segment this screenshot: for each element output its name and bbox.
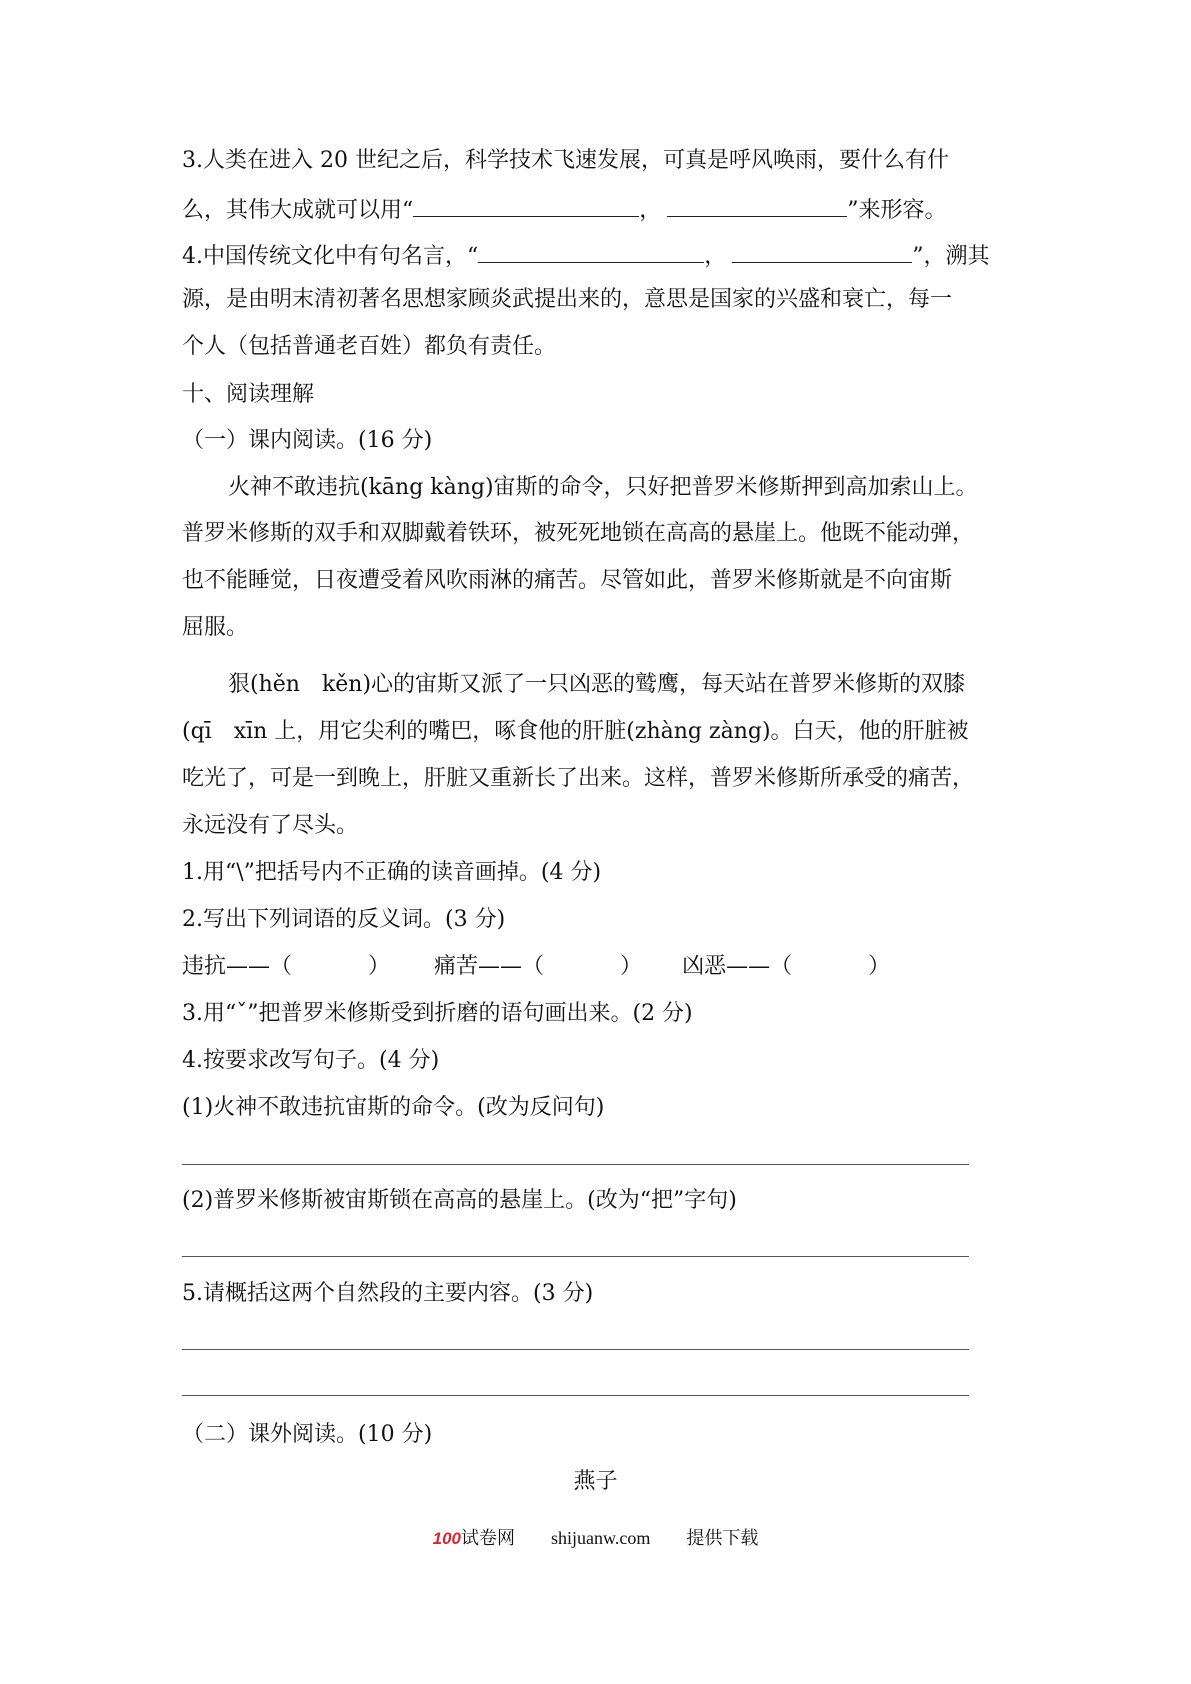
part1-q5: 5.请概括这两个自然段的主要内容。(3 分) — [182, 1281, 594, 1306]
antonym-item-3 — [682, 954, 890, 979]
part2-heading: （二）课外阅读。(10 分) — [182, 1422, 433, 1447]
antonym-word-2: 痛苦——（ — [434, 954, 545, 979]
passage-p2-line4: 永远没有了尽头。 — [182, 813, 359, 838]
q3-blank-2[interactable] — [667, 192, 847, 217]
antonym-close-1: ） — [368, 954, 391, 979]
q4-line2: 源，是由明末清初著名思想家顾炎武提出来的，意思是国家的兴盛和衰亡，每一 — [182, 287, 953, 312]
q3-comma: ， — [639, 198, 662, 223]
part2-passage-title: 燕子 — [573, 1469, 618, 1494]
answer-line-q5-1[interactable] — [182, 1349, 969, 1350]
answer-line-q5-2[interactable] — [182, 1395, 969, 1396]
antonym-item-2 — [434, 954, 642, 979]
answer-line-q4-2[interactable] — [182, 1256, 969, 1257]
part1-q4-1: (1)火神不敢违抗宙斯的命令。(改为反问句) — [182, 1095, 605, 1120]
site-name: 试卷网 — [461, 1528, 516, 1548]
passage-p2-line1: 狠(hěn kěn)心的宙斯又派了一只凶恶的鹫鹰，每天站在普罗米修斯的双膝 — [228, 672, 966, 697]
antonym-word-3: 凶恶——（ — [682, 954, 793, 979]
q4-prefix: 4.中国传统文化中有句名言，“ — [182, 244, 479, 269]
q3-blank-1[interactable] — [413, 192, 639, 217]
q3-suffix: ”来形容。 — [847, 198, 947, 223]
antonym-word-1: 违抗——（ — [182, 954, 293, 979]
antonym-close-2: ） — [620, 954, 643, 979]
download-note: 提供下载 — [686, 1528, 759, 1548]
q3-prefix: 么，其伟大成就可以用“ — [182, 198, 414, 223]
q4-blank-2[interactable] — [732, 238, 912, 263]
answer-line-q4-1[interactable] — [182, 1164, 969, 1165]
part1-q4: 4.按要求改写句子。(4 分) — [182, 1048, 440, 1073]
part1-heading: （一）课内阅读。(16 分) — [182, 428, 433, 453]
antonym-row — [182, 952, 890, 982]
passage-p1-line1: 火神不敢违抗(kāng kàng)宙斯的命令，只好把普罗米修斯押到高加索山上。 — [228, 475, 978, 500]
passage-p1-line3: 也不能睡觉，日夜遭受着风吹雨淋的痛苦。尽管如此，普罗米修斯就是不向宙斯 — [182, 568, 953, 593]
antonym-close-3: ） — [868, 954, 891, 979]
q3-line1: 3.人类在进入 20 世纪之后，科学技术飞速发展，可真是呼风唤雨，要什么有什 — [182, 148, 949, 173]
passage-p1-line4: 屈服。 — [182, 615, 249, 640]
passage-p1-line2: 普罗米修斯的双手和双脚戴着铁环，被死死地锁在高高的悬崖上。他既不能动弹， — [182, 521, 975, 546]
part1-q2: 2.写出下列词语的反义词。(3 分) — [182, 907, 506, 932]
site-logo: 100 — [432, 1529, 462, 1548]
part1-q3: 3.用“ˇ”把普罗米修斯受到折磨的语句画出来。(2 分) — [182, 1001, 693, 1026]
section-heading: 十、阅读理解 — [182, 382, 315, 407]
passage-p2-line3: 吃光了，可是一到晚上，肝脏又重新长了出来。这样，普罗米修斯所承受的痛苦， — [182, 766, 975, 791]
q4-suffix: ”，溯其 — [912, 244, 990, 269]
q4-blank-1[interactable] — [478, 238, 704, 263]
q3-line2 — [182, 192, 947, 226]
site-domain[interactable]: shijuanw.com — [551, 1528, 651, 1548]
antonym-item-1 — [182, 954, 390, 979]
part1-q1: 1.用“\”把括号内不正确的读音画掉。(4 分) — [182, 860, 602, 885]
part1-q4-2: (2)普罗米修斯被宙斯锁在高高的悬崖上。(改为“把”字句) — [182, 1188, 737, 1213]
footer — [0, 1525, 1191, 1552]
q4-line1 — [182, 238, 990, 272]
q4-line3: 个人（包括普通老百姓）都负有责任。 — [182, 334, 557, 359]
q4-comma: ， — [704, 244, 727, 269]
passage-p2-line2: (qī xīn 上，用它尖利的嘴巴，啄食他的肝脏(zhàng zàng)。白天，他的肝脏被 — [182, 719, 969, 744]
